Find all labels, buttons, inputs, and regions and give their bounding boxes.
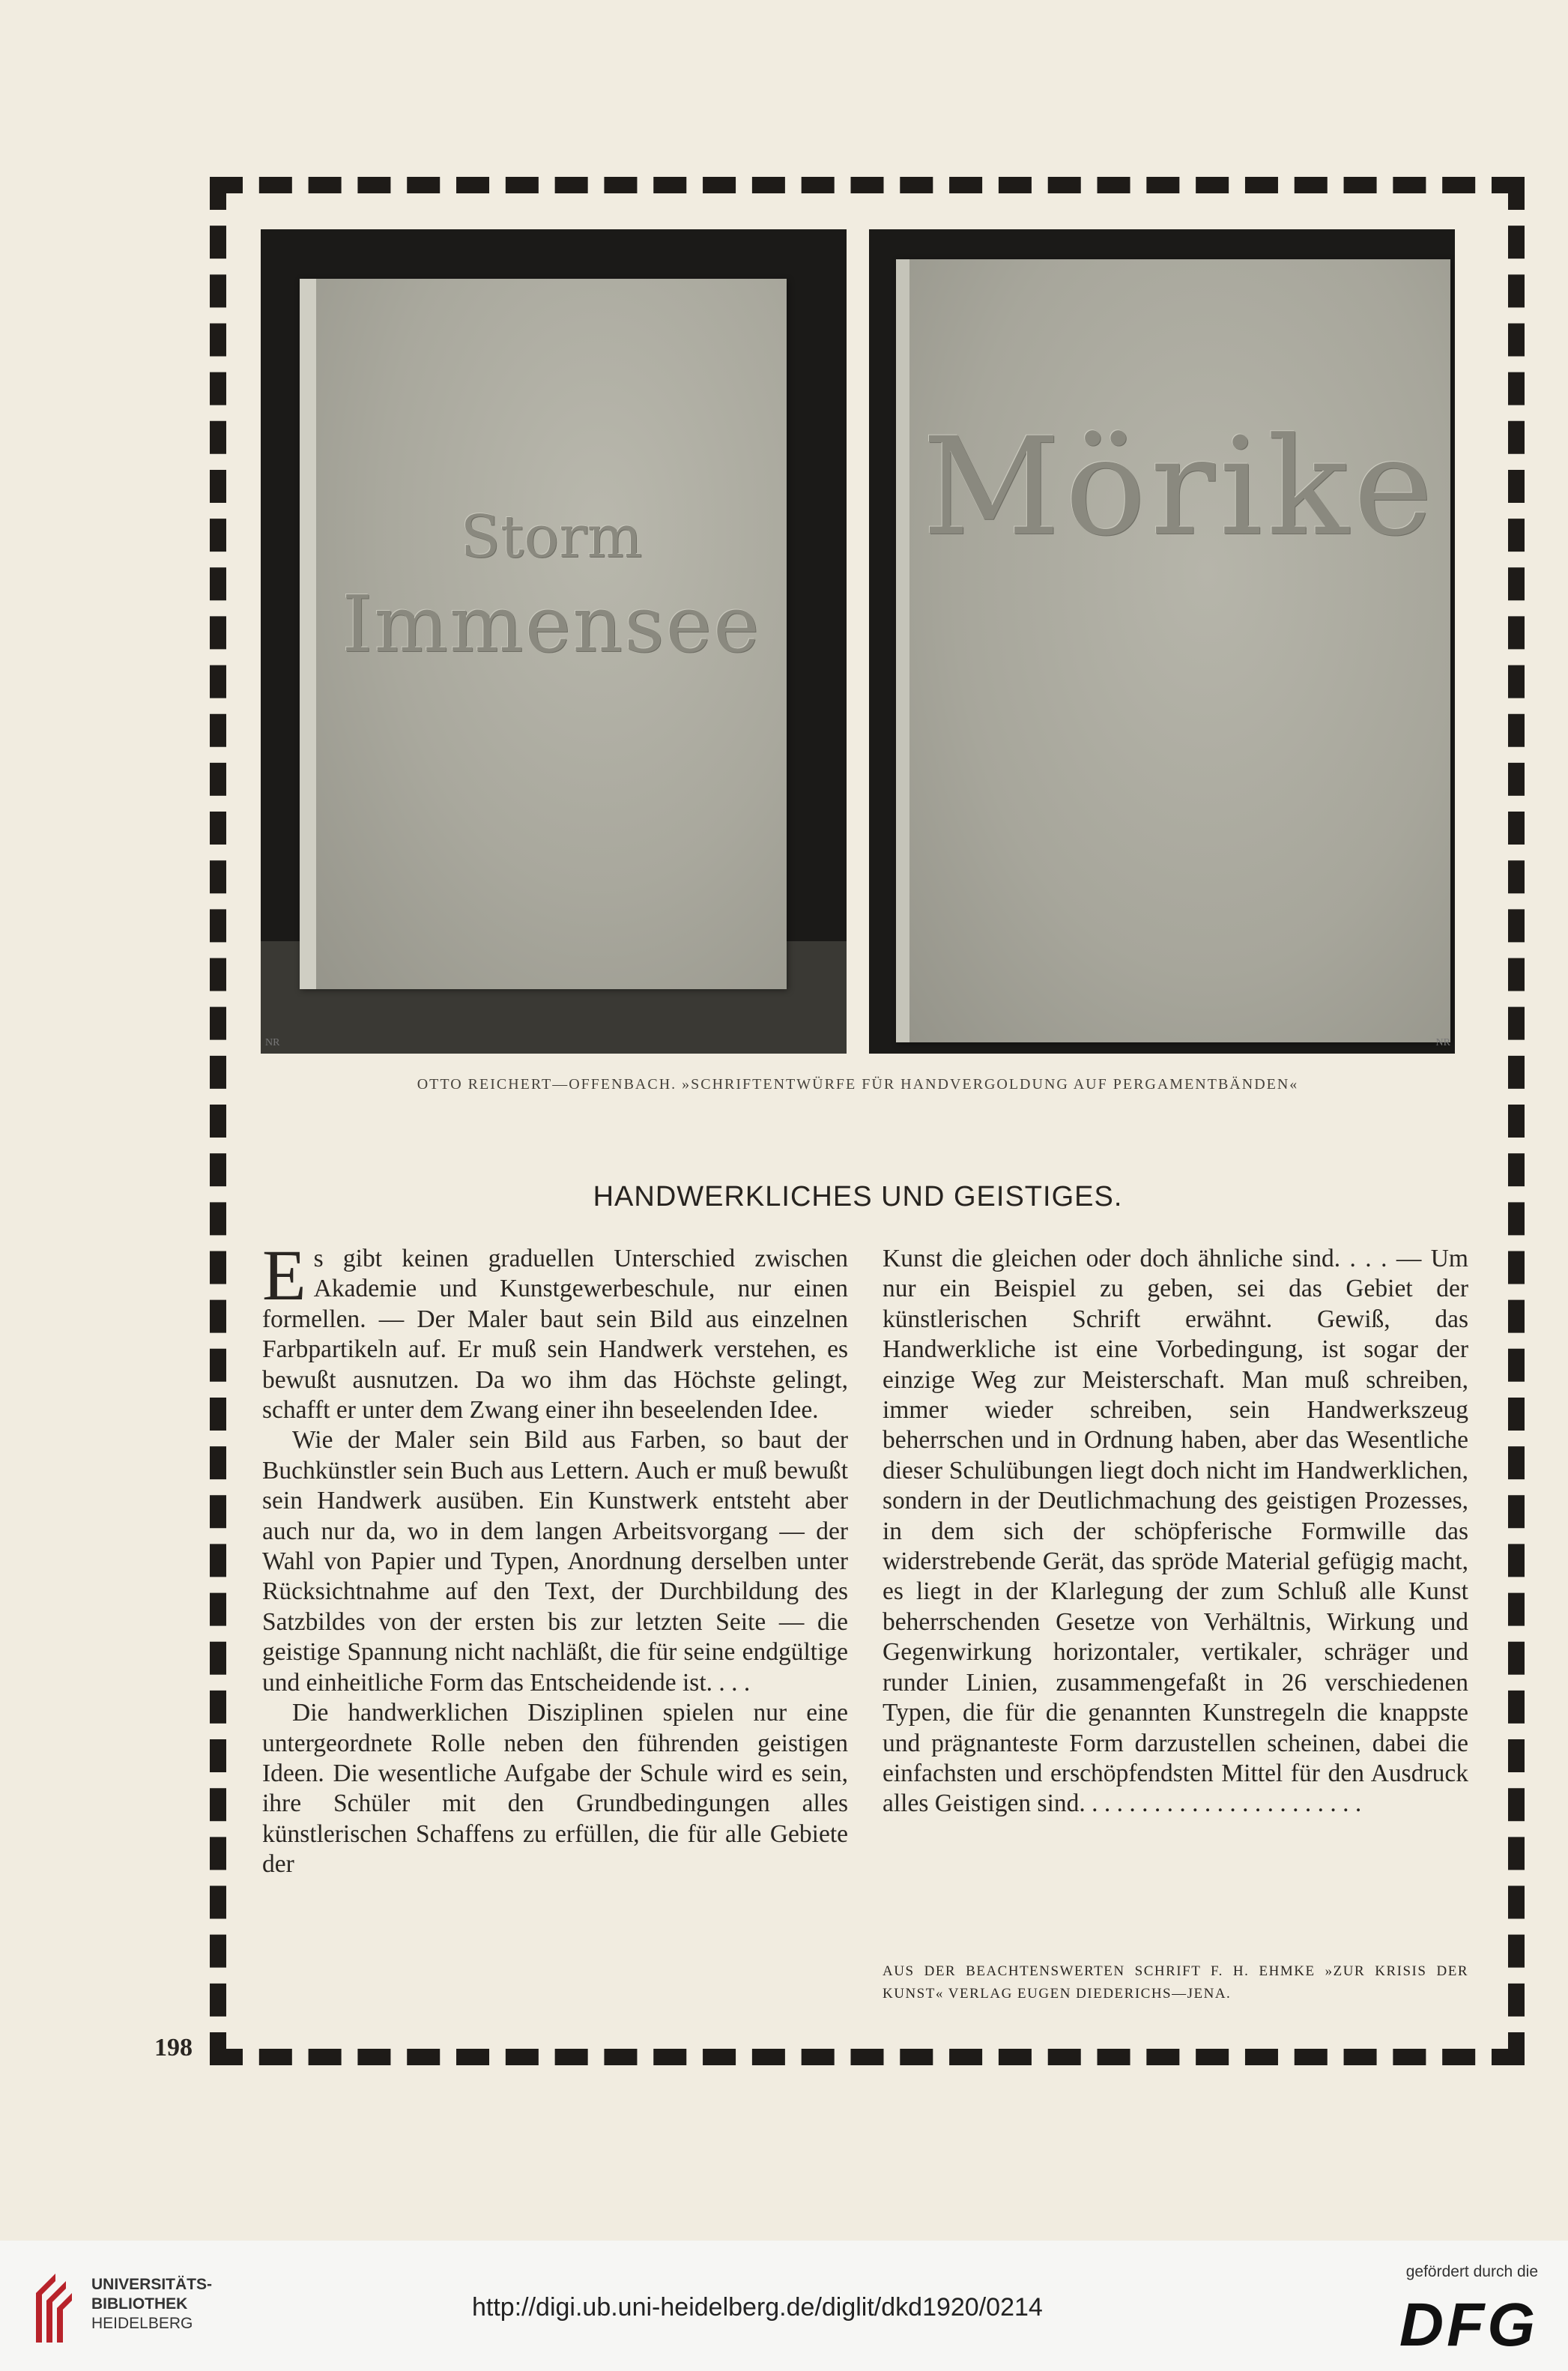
photo-moerike-cover — [869, 229, 1455, 1054]
cover-title-line-1: Storm — [460, 504, 643, 571]
cover-title-line-2: Immensee — [342, 579, 761, 670]
paragraph: Die handwerklichen Disziplinen spielen nur eine untergeordnete Rolle neben den führenden geistigen Ideen. Die wesentliche Aufgabe der Schule wird es sein, ihre Schüler mit den Grundbedingungen alles künstlerischen Schaffens zu erfüllen, die für alle Gebiete der — [262, 1699, 848, 1879]
digitization-footer — [0, 2241, 1568, 2371]
drop-cap: E — [262, 1235, 306, 1315]
paragraph — [262, 1235, 848, 1425]
paragraph: Wie der Maler sein Bild aus Farben, so baut der Buchkünstler sein Buch aus Lettern. Auch er muß bewußt sein Handwerk ausüben. Ein Kunstwerk entsteht aber auch nur da, wo in dem langen Arbeitsvorgang — der Wahl von Papier und Typen, Anordnung derselben unter Rücksichtnahme auf den Text, der Durchbildung des Satzbildes von der ersten bis zur letzten Seite — die geistige Spannung nicht nachläßt, die für seine endgültige und einheitliche Form das Entscheidende ist. . . . — [262, 1426, 848, 1697]
photo-monogram: NR — [1435, 1037, 1450, 1048]
photo-monogram: NR — [265, 1037, 280, 1048]
permalink-url[interactable]: http://digi.ub.uni-heidelberg.de/diglit/dkd1920/0214 — [472, 2293, 1043, 2322]
paragraph-text: s gibt keinen graduellen Unterschied zwischen Akademie und Kunstgewerbeschule, nur einen formellen. — Der Maler baut sein Bild aus einzelnen Farbpartikeln auf. Er muß sein Handwerk verstehen, es bewußt ausnutzen. Da wo ihm das Höchste gelingt, schafft er unter dem Zwang einer ihn beseelenden Idee. — [262, 1245, 848, 1425]
paragraph: Kunst die gleichen oder doch ähnliche sind. . . . — Um nur ein Beispiel zu geben, sei das Gebiet der künstlerischen Schrift erwähnt. Gewiß, das Handwerkliche ist eine Vorbedingung, ist sogar der einzige Weg zur Meisterschaft. Man muß schreiben, immer wieder schreiben, sein Handwerkszeug beherrschen und in Ordnung haben, aber das Wesentliche dieser Schulübungen liegt doch nicht im Handwerklichen, sondern in der Deutlichmachung des geistigen Prozesses, in dem sich der schöpferische Formwille das widerstrebende Gerät, das spröde Material gefügig macht, es liegt in der Klarlegung der zum Schluß alle Kunst beherrschenden Gesetze von Verhältnis, Wirkung und Gegenwirkung horizontaler, vertikaler, schräger und runder Linien, zusammengefaßt in 26 verschiedenen Typen, die für die genannten Kunstregeln die knappste und prägnanteste Form darzustellen scheinen, dabei die einfachsten und erschöpfendsten Mittel für den Ausdruck alles Geistigen sind. . . . . . . . . . . . . . . . . . . . . . . — [883, 1245, 1468, 1818]
photo-caption: OTTO REICHERT—OFFENBACH. »SCHRIFTENTWÜRFE FÜR HANDVERGOLDUNG AUF PERGAMENTBÄNDEN« — [417, 1076, 1299, 1093]
text-column-left — [262, 1235, 848, 1880]
library-name-line: UNIVERSITÄTS- — [91, 2276, 213, 2293]
library-name — [91, 2275, 212, 2334]
library-name-line: BIBLIOTHEK — [91, 2295, 188, 2313]
source-citation: AUS DER BEACHTENSWERTEN SCHRIFT F. H. EHMKE »ZUR KRISIS DER KUNST« VERLAG EUGEN DIEDERICHS—JENA. — [883, 1963, 1468, 2002]
funded-by-label: gefördert durch die — [1405, 2263, 1538, 2280]
cover-title: Mörike — [922, 409, 1438, 566]
text-column-right — [883, 1244, 1468, 1819]
library-logo-icon — [33, 2271, 75, 2346]
book-cover-storm — [300, 279, 787, 989]
book-cover-moerike — [896, 259, 1450, 1042]
library-name-line: HEIDELBERG — [91, 2315, 193, 2332]
page-number: 198 — [154, 2034, 193, 2062]
photo-storm-immensee-cover — [261, 229, 847, 1054]
dfg-logo: DFG — [1399, 2291, 1538, 2359]
article-heading: HANDWERKLICHES UND GEISTIGES. — [593, 1181, 1123, 1212]
